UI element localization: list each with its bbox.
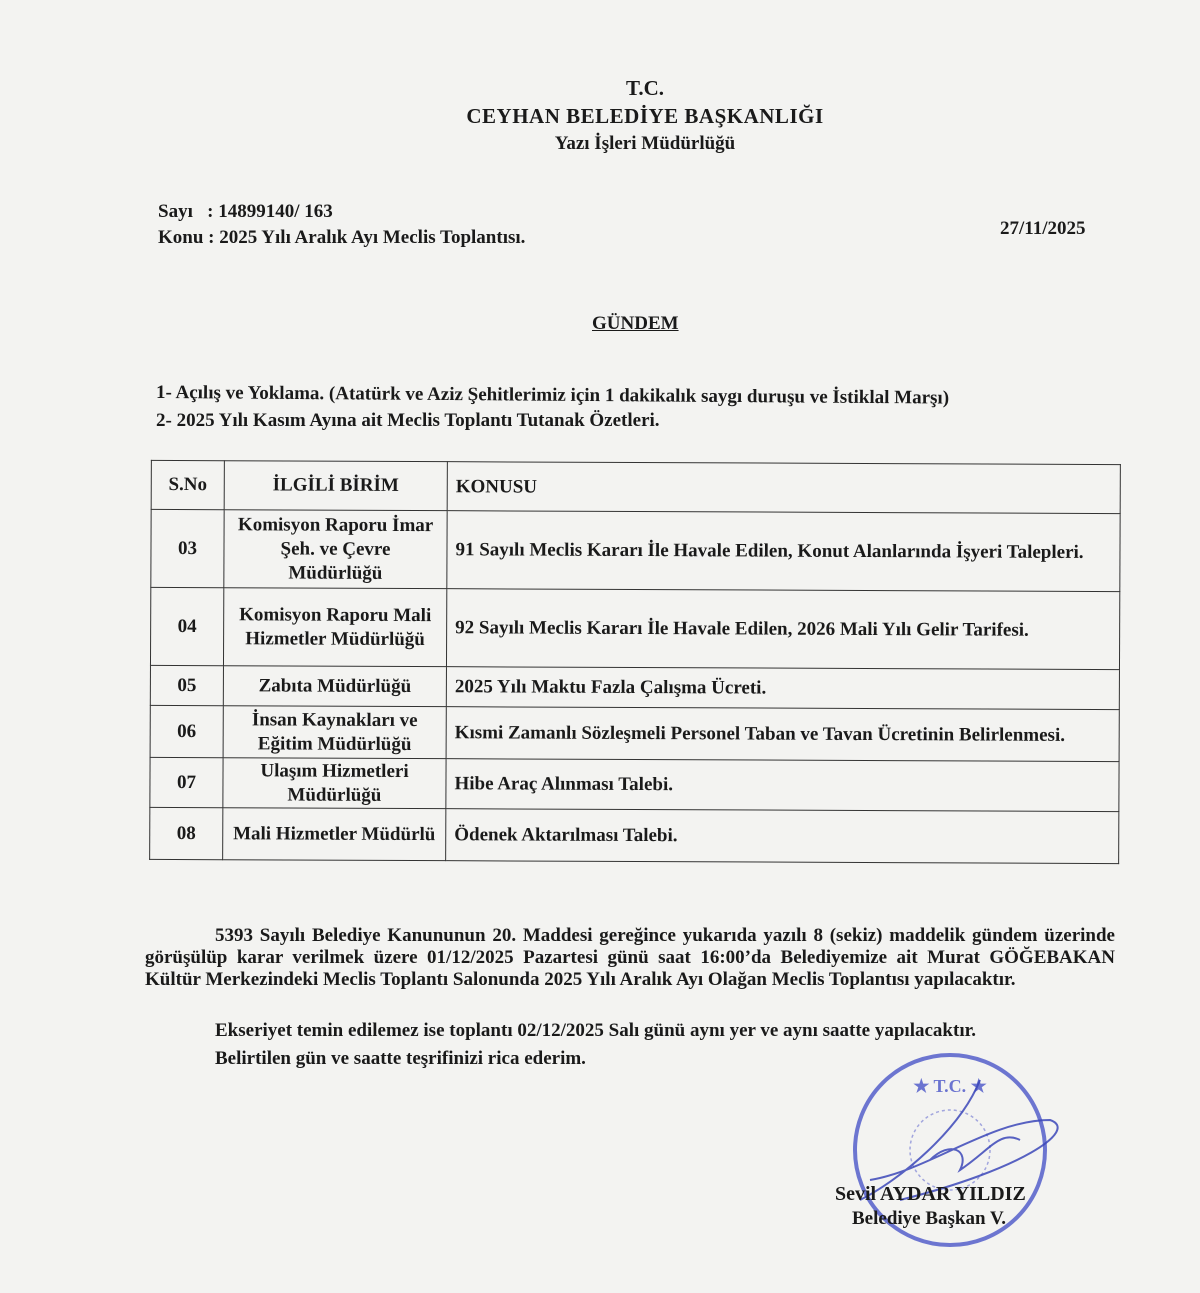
row-unit: Mali Hizmetler Müdürlü — [223, 808, 446, 861]
konu-value: 2025 Yılı Aralık Ayı Meclis Toplantısı. — [219, 227, 526, 248]
header-tc: T.C. — [625, 76, 665, 100]
row-subject: 91 Sayılı Meclis Kararı İle Havale Edilen, Konut Alanlarında İşyeri Talepleri. — [447, 511, 1120, 592]
signatory-name: Sevil AYDAR YILDIZ — [835, 1183, 1026, 1205]
body-paragraph-3: Belirtilen gün ve saatte teşrifinizi rica ederim. — [215, 1048, 586, 1069]
sayi-line — [158, 201, 333, 223]
table-row — [150, 807, 1119, 863]
agenda-item-1: 1- Açılış ve Yoklama. (Atatürk ve Aziz Şehitlerimiz için 1 dakikalık saygı duruşu ve İstiklal Marşı) — [155, 382, 950, 409]
row-subject: 92 Sayılı Meclis Kararı İle Havale Edilen, 2026 Mali Yılı Gelir Tarifesi. — [446, 589, 1119, 670]
row-unit: Komisyon Raporu İmar Şeh. ve Çevre Müdürlüğü — [224, 510, 447, 589]
header-unit: İLGİLİ BİRİM — [224, 461, 447, 511]
row-no: 07 — [150, 757, 223, 807]
row-no: 05 — [150, 665, 223, 705]
header-sno: S.No — [151, 460, 224, 509]
body-paragraph-1: 5393 Sayılı Belediye Kanununun 20. Maddesi gereğince yukarıda yazılı 8 (sekiz) maddelik gündem üzerinde görüşülüp karar verilmek üzere 01/12/2025 Pazartesi günü saat 16:00’da Belediyemize ait Murat GÖĞEBAKAN Kültür Merkezindeki Meclis Toplantı Salonunda 2025 Yılı Aralık Ayı Olağan Meclis Toplantısı yapılacaktır. — [145, 925, 1115, 990]
table-header-row — [151, 460, 1120, 513]
row-no: 06 — [150, 705, 223, 757]
sayi-label: Sayı : — [158, 201, 214, 222]
header-subject: KONUSU — [447, 462, 1120, 514]
document-title: GÜNDEM — [592, 313, 679, 334]
header-institution: CEYHAN BELEDİYE BAŞKANLIĞI — [466, 104, 824, 128]
konu-label: Konu : — [158, 227, 215, 248]
header-department: Yazı İşleri Müdürlüğü — [554, 133, 736, 154]
row-unit: Ulaşım Hizmetleri Müdürlüğü — [223, 758, 446, 809]
table-row — [150, 587, 1119, 669]
row-subject: 2025 Yılı Maktu Fazla Çalışma Ücreti. — [446, 667, 1119, 710]
row-unit: Zabıta Müdürlüğü — [223, 666, 446, 707]
row-subject: Kısmi Zamanlı Sözleşmeli Personel Taban ve Tavan Ücretinin Belirlenmesi. — [446, 707, 1119, 762]
table-row — [150, 705, 1119, 761]
table-row — [150, 665, 1119, 709]
row-unit: İnsan Kaynakları ve Eğitim Müdürlüğü — [223, 706, 446, 759]
row-no: 04 — [150, 587, 223, 665]
sayi-value: 14899140/ 163 — [218, 201, 333, 222]
svg-text:★ T.C. ★: ★ T.C. ★ — [913, 1076, 987, 1096]
document-date: 27/11/2025 — [1000, 218, 1086, 239]
signatory-title: Belediye Başkan V. — [852, 1208, 1006, 1229]
body-paragraph-2: Ekseriyet temin edilemez ise toplantı 02/12/2025 Salı günü aynı yer ve aynı saatte yapılacaktır. — [215, 1020, 977, 1041]
table-row — [151, 509, 1120, 591]
row-unit: Komisyon Raporu Mali Hizmetler Müdürlüğü — [223, 588, 446, 667]
agenda-item-2: 2- 2025 Yılı Kasım Ayına ait Meclis Toplantı Tutanak Özetleri. — [156, 410, 660, 431]
row-subject: Hibe Araç Alınması Talebi. — [446, 759, 1119, 812]
row-no: 03 — [151, 509, 224, 587]
table-row — [150, 757, 1119, 811]
konu-line — [158, 227, 525, 249]
row-subject: Ödenek Aktarılması Talebi. — [446, 809, 1119, 864]
agenda-table — [149, 460, 1121, 864]
row-no: 08 — [150, 807, 223, 859]
